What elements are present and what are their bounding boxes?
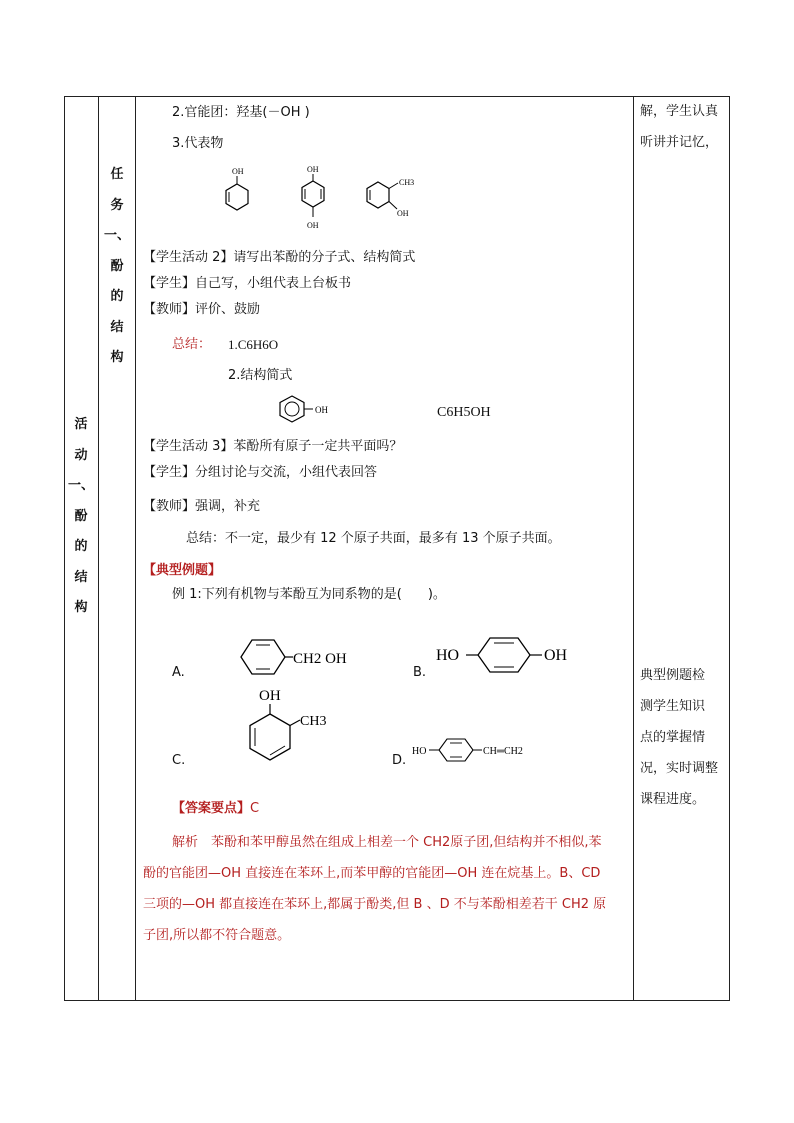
- option-c-label: C.: [172, 753, 186, 768]
- functional-group-line: 2.官能团：羟基(－OH ): [172, 105, 310, 120]
- option-d-vinylphenol: [412, 736, 562, 766]
- analysis-line-3: 三项的—OH 都直接连在苯环上,都属于酚类,但 B 、D 不与苯酚相差若干 CH2 原: [143, 897, 607, 912]
- representatives-line: 3.代表物: [172, 136, 224, 151]
- summary-coplanar: 总结：不一定，最少有 12 个原子共面，最多有 13 个原子共面。: [186, 531, 561, 546]
- answer-value: C: [250, 801, 260, 816]
- example-1-question: 例 1:下列有机物与苯酚互为同系物的是( )。: [172, 587, 446, 602]
- teacher-emphasize: 【教师】强调，补充: [143, 499, 261, 514]
- student-activity-2: 【学生活动 2】请写出苯酚的分子式、结构简式: [143, 250, 416, 265]
- student-discuss: 【学生】分组讨论与交流，小组代表回答: [143, 465, 378, 480]
- option-a-label: A.: [172, 665, 185, 680]
- answer-label: 【答案要点】: [172, 801, 251, 816]
- molecular-formula: 1.C6H6O: [228, 337, 279, 352]
- table-col-border-3: [135, 96, 136, 1001]
- oh-top-label: OH: [307, 165, 319, 174]
- teacher-evaluate: 【教师】评价、鼓励: [143, 302, 261, 317]
- oh-label: OH: [259, 688, 281, 704]
- option-b-hydroquinone: [436, 636, 586, 676]
- table-col-border-5: [729, 96, 730, 1001]
- ch3-label: CH3: [300, 714, 327, 729]
- option-c-o-cresol: [232, 684, 332, 774]
- o-cresol-structure-small: [358, 172, 422, 222]
- oh-label: OH: [544, 647, 568, 664]
- typical-example-heading: 【典型例题】: [143, 563, 222, 578]
- analysis-line-1: 解析 苯酚和苯甲醇虽然在组成上相差一个 CH2原子团,但结构并不相似,苯: [172, 835, 602, 850]
- oh-label: OH: [232, 167, 244, 176]
- table-bottom-border: [64, 1000, 730, 1001]
- option-a-benzyl-alcohol: [225, 636, 365, 680]
- ch3-label: CH3: [399, 178, 415, 187]
- option-d-label: D.: [392, 753, 407, 768]
- ho-label: HO: [436, 647, 460, 664]
- student-write: 【学生】自己写，小组代表上台板书: [143, 276, 352, 291]
- oh-label: OH: [315, 405, 328, 415]
- task-label: 任 务 一、 酚 的 结 构: [103, 167, 130, 365]
- ch2oh-label: CH2 OH: [293, 651, 347, 667]
- phenol-structure: [212, 164, 262, 220]
- structure-heading: 2.结构简式: [228, 368, 293, 383]
- table-top-border: [64, 96, 730, 97]
- table-col-border-2: [98, 96, 99, 1001]
- vinyl-label: CH═CH2: [483, 746, 523, 757]
- table-col-border-4: [633, 96, 634, 1001]
- teacher-note-bottom: 典型例题检 测学生知识 点的掌握情 况，实时调整 课程进度。: [640, 668, 719, 807]
- summary-label: 总结：: [172, 337, 212, 352]
- table-col-border-1: [64, 96, 65, 1001]
- phenol-simplified-structure: [275, 392, 345, 428]
- option-b-label: B.: [413, 665, 427, 680]
- student-activity-3: 【学生活动 3】苯酚所有原子一定共平面吗？: [143, 439, 403, 454]
- analysis-line-4: 子团,所以都不符合题意。: [143, 928, 291, 943]
- oh-label: OH: [397, 209, 409, 218]
- analysis-line-2: 酚的官能团—OH 直接连在苯环上,而苯甲醇的官能团—OH 连在烷基上。B、CD: [143, 866, 601, 881]
- teacher-note-top: 解，学生认真 听讲并记忆，: [640, 104, 719, 150]
- answer-key: [172, 800, 259, 818]
- condensed-formula: C6H5OH: [437, 405, 491, 420]
- hydroquinone-structure: [288, 162, 338, 237]
- activity-label: 活 动 一、 酚 的 结 构: [67, 417, 94, 615]
- ho-label: HO: [412, 746, 427, 757]
- oh-bottom-label: OH: [307, 221, 319, 230]
